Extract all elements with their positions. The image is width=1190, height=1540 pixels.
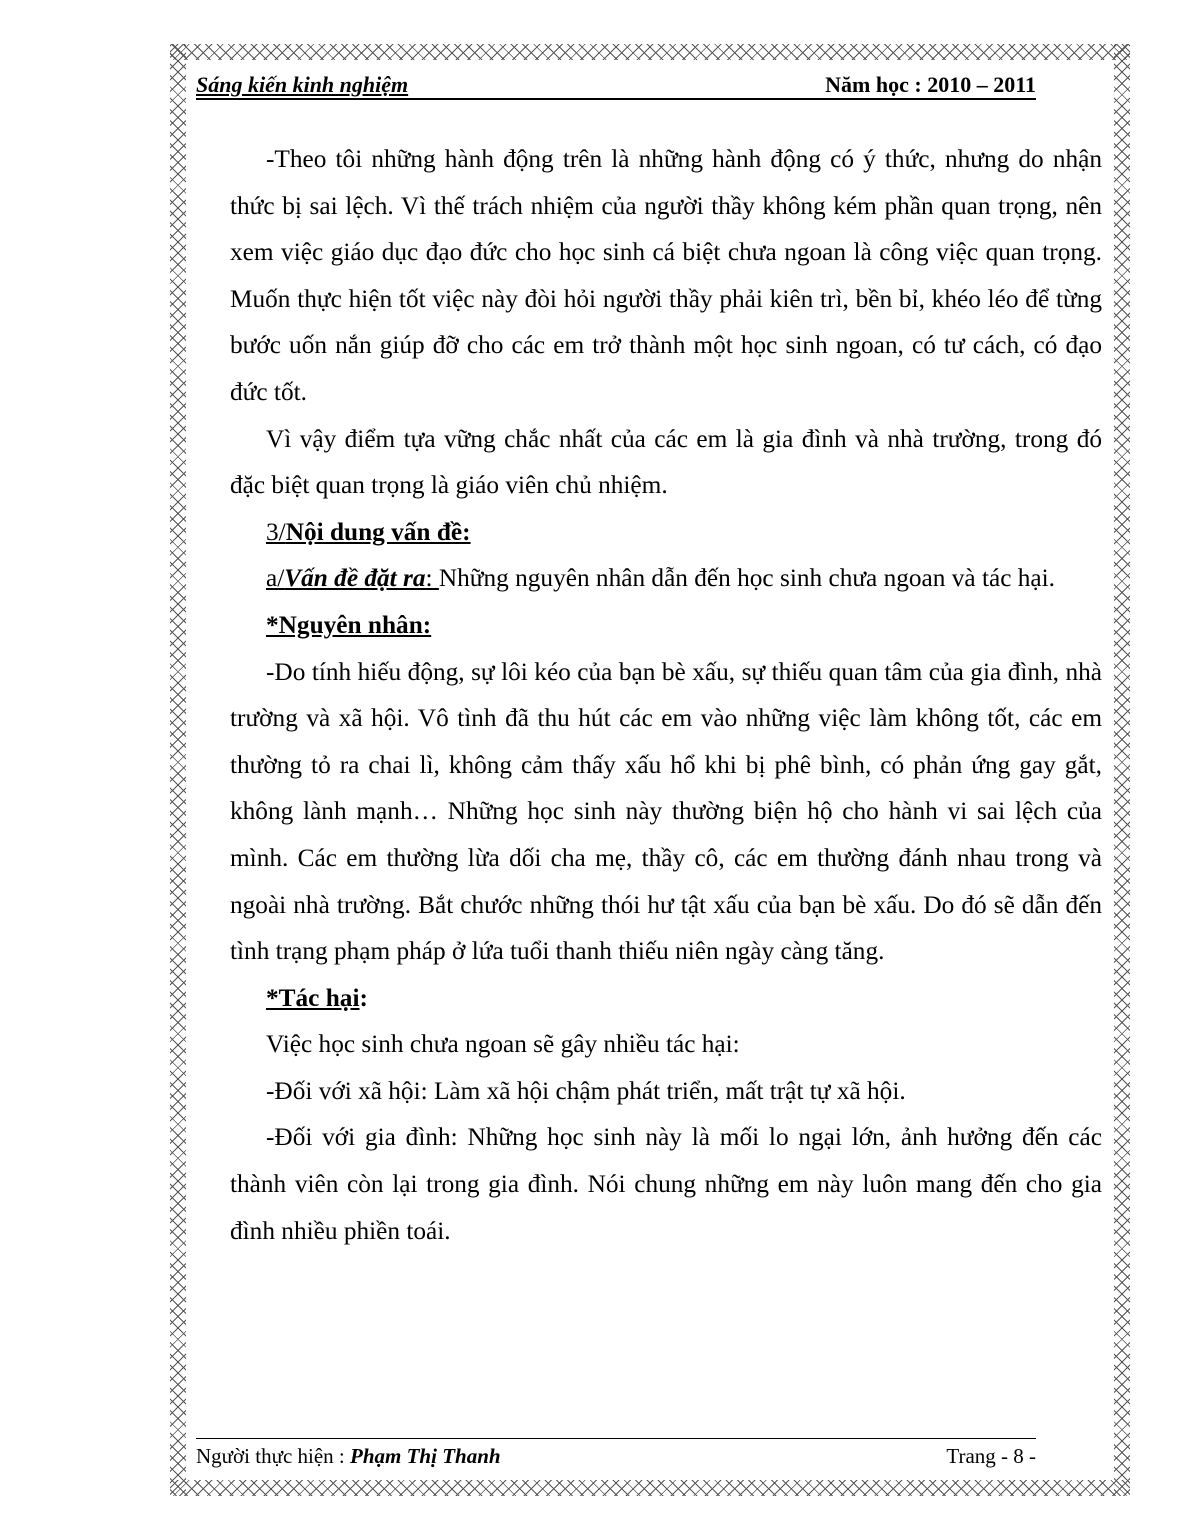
subsection-title: Vấn đề đặt ra bbox=[284, 564, 426, 593]
subsection-number: a/ bbox=[266, 564, 285, 593]
paragraph: -Do tính hiếu động, sự lôi kéo của bạn bè xấu, sự thiếu quan tâm của gia đình, nhà trường và xã hội. Vô tình đã thu hút các em vào những việc làm không tốt, các em thường tỏ ra chai lì, không cảm thấy xấu hổ khi bị phê bình, có phản ứng gay gắt, không lành mạnh… Những học sinh này thường biện hộ cho hành vi sai lệch của mình. Các em thường lừa dối cha mẹ, thầy cô, các em thường đánh nhau trong và ngoài nhà trường. Bắt chước những thói hư tật xấu của bạn bè xấu. Do đó sẽ dẫn đến tình trạng phạm pháp ở lứa tuổi thanh thiếu niên ngày càng tăng. bbox=[230, 657, 1102, 966]
page-header bbox=[196, 70, 1036, 100]
footer-author bbox=[196, 1444, 501, 1469]
footer-divider bbox=[196, 1438, 1036, 1439]
document-body bbox=[230, 136, 1102, 1254]
harm-heading: *Tác hại: bbox=[266, 983, 368, 1012]
page-border-bottom bbox=[170, 1480, 1130, 1496]
page-border-left bbox=[170, 44, 186, 1496]
header-school-year: Năm học : 2010 – 2011 bbox=[825, 72, 1036, 97]
page-number: Trang - 8 - bbox=[946, 1444, 1036, 1468]
header-title: Sáng kiến kinh nghiệm bbox=[196, 72, 409, 97]
cause-heading: *Nguyên nhân: bbox=[266, 610, 432, 639]
author-name: Phạm Thị Thanh bbox=[350, 1444, 501, 1468]
paragraph: Vì vậy điểm tựa vững chắc nhất của các em là gia đình và nhà trường, trong đó đặc biệt quan trọng là giáo viên chủ nhiệm. bbox=[230, 424, 1102, 500]
subsection-colon: : bbox=[425, 564, 439, 593]
section-heading bbox=[230, 509, 1102, 556]
section-number: 3/ bbox=[266, 517, 286, 546]
paragraph: Việc học sinh chưa ngoan sẽ gây nhiều tác hại: bbox=[266, 1030, 740, 1059]
author-label: Người thực hiện : bbox=[196, 1444, 351, 1468]
paragraph: -Theo tôi những hành động trên là những hành động có ý thức, nhưng do nhận thức bị sai lệch. Vì thế trách nhiệm của người thầy không kém phần quan trọng, nên xem việc giáo dục đạo đức cho học sinh cá biệt chưa ngoan là công việc quan trọng. Muốn thực hiện tốt việc này đòi hỏi người thầy phải kiên trì, bền bỉ, khéo léo để từng bước uốn nắn giúp đỡ cho các em trở thành một học sinh ngoan, có tư cách, có đạo đức tốt. bbox=[230, 145, 1102, 406]
page-border-right bbox=[1114, 44, 1130, 1496]
subsection-text: Những nguyên nhân dẫn đến học sinh chưa ngoan và tác hại. bbox=[438, 564, 1055, 593]
section-title: Nội dung vấn đề: bbox=[285, 517, 471, 546]
subsection-paragraph bbox=[230, 555, 1102, 602]
paragraph: -Đối với gia đình: Những học sinh này là mối lo ngại lớn, ảnh hưởng đến các thành viên còn lại trong gia đình. Nói chung những em này luôn mang đến cho gia đình nhiều phiền toái. bbox=[230, 1123, 1102, 1245]
page-border-top bbox=[170, 44, 1130, 60]
paragraph: -Đối với xã hội: Làm xã hội chậm phát triển, mất trật tự xã hội. bbox=[266, 1076, 906, 1105]
page-footer bbox=[196, 1442, 1036, 1474]
